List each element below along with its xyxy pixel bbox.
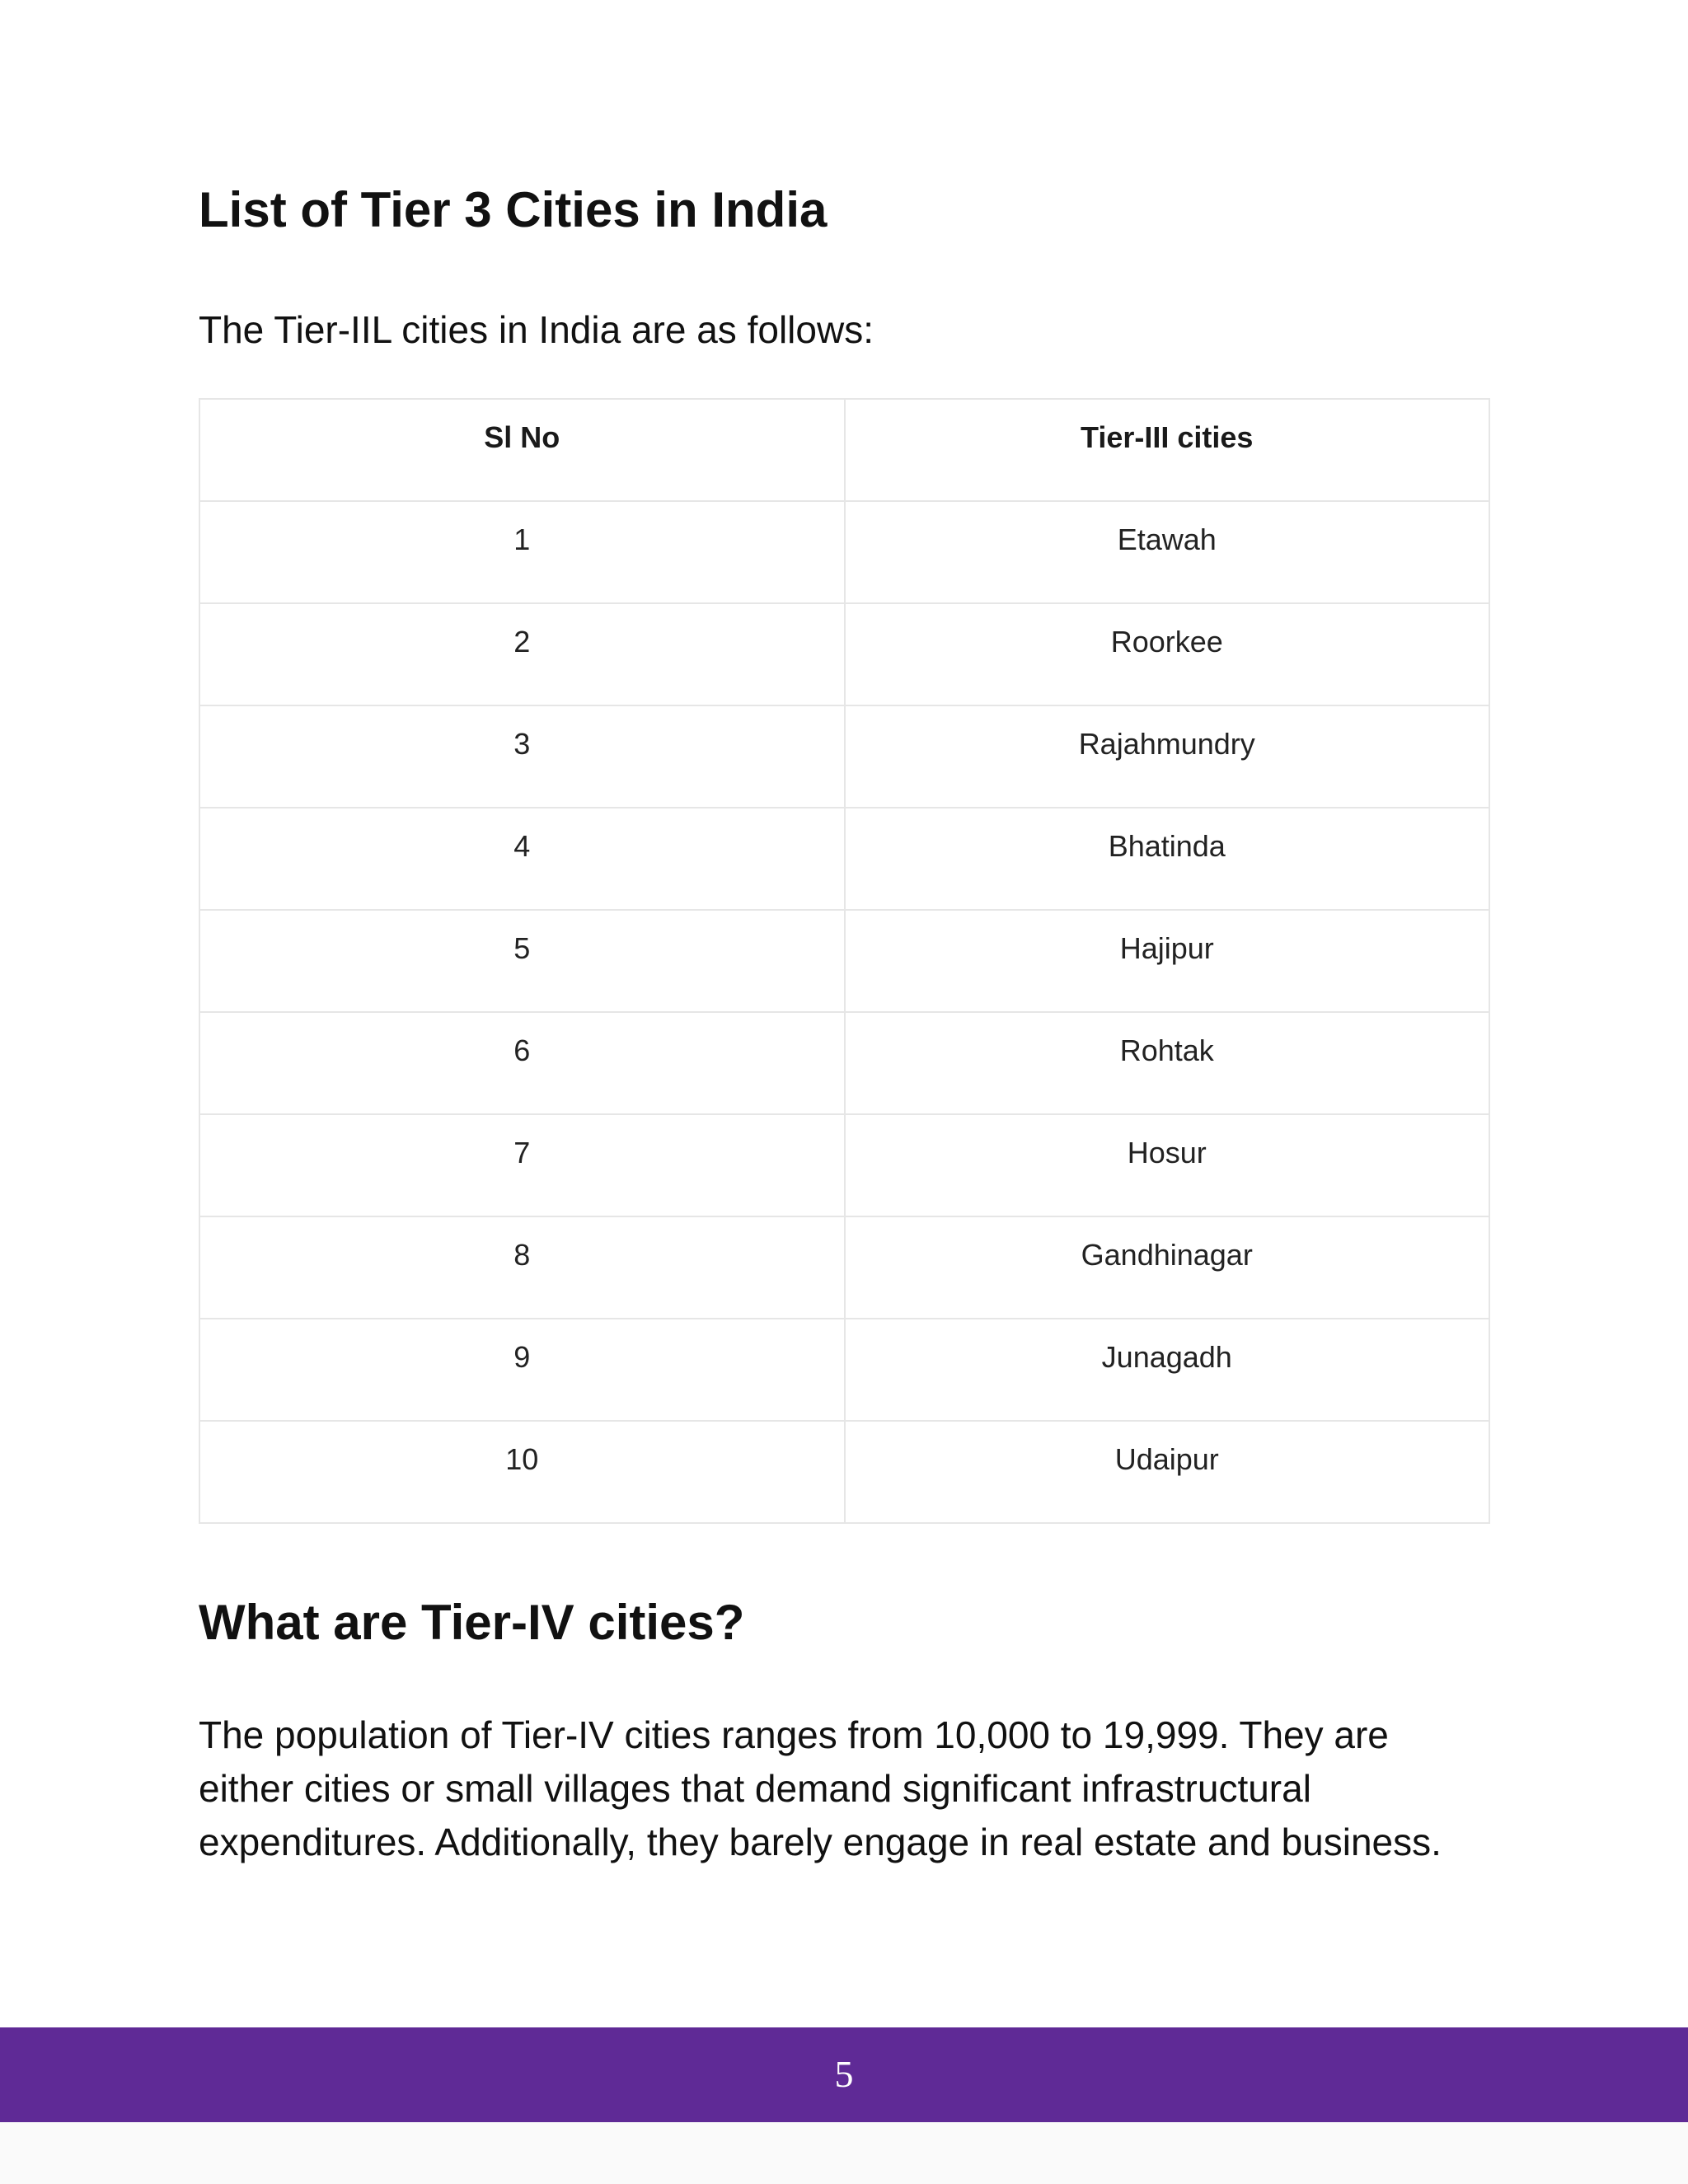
cell-city: Junagadh xyxy=(845,1319,1490,1421)
section-title-tier4: What are Tier-IV cities? xyxy=(199,1595,745,1650)
cell-city: Gandhinagar xyxy=(845,1216,1490,1319)
table-row xyxy=(199,910,1489,1012)
column-header-city: Tier-III cities xyxy=(845,399,1490,501)
cell-sl-no: 8 xyxy=(199,1216,845,1319)
cell-city: Rohtak xyxy=(845,1012,1490,1114)
cell-sl-no: 10 xyxy=(199,1421,845,1523)
table-row xyxy=(199,501,1489,603)
cell-sl-no: 5 xyxy=(199,910,845,1012)
cell-city: Hajipur xyxy=(845,910,1490,1012)
table-row xyxy=(199,603,1489,705)
cell-sl-no: 9 xyxy=(199,1319,845,1421)
cell-sl-no: 3 xyxy=(199,705,845,808)
table-row xyxy=(199,1114,1489,1216)
table-row xyxy=(199,1216,1489,1319)
tier4-description: The population of Tier-IV cities ranges from 10,000 to 19,999. They are either cities or small villages that demand significant infrastructural expenditures. Additionally, they barely engage in real estate and business. xyxy=(199,1713,1442,1863)
table-row xyxy=(199,1319,1489,1421)
table-row xyxy=(199,705,1489,808)
intro-text: The Tier-IIL cities in India are as follows: xyxy=(199,308,874,351)
cell-city: Hosur xyxy=(845,1114,1490,1216)
cell-city: Rajahmundry xyxy=(845,705,1490,808)
section-title-tier3: List of Tier 3 Cities in India xyxy=(199,182,828,237)
page-bottom-margin xyxy=(0,2122,1688,2184)
table-row xyxy=(199,1012,1489,1114)
cell-sl-no: 6 xyxy=(199,1012,845,1114)
cell-sl-no: 7 xyxy=(199,1114,845,1216)
cell-city: Udaipur xyxy=(845,1421,1490,1523)
tier3-cities-table xyxy=(199,398,1490,1524)
page-footer-bar xyxy=(0,2027,1688,2122)
cell-sl-no: 2 xyxy=(199,603,845,705)
page-number: 5 xyxy=(834,2053,854,2095)
cell-city: Roorkee xyxy=(845,603,1490,705)
cell-city: Etawah xyxy=(845,501,1490,603)
table-row xyxy=(199,1421,1489,1523)
cell-city: Bhatinda xyxy=(845,808,1490,910)
cell-sl-no: 1 xyxy=(199,501,845,603)
table-row xyxy=(199,808,1489,910)
table-header-row xyxy=(199,399,1489,501)
cell-sl-no: 4 xyxy=(199,808,845,910)
column-header-sl-no: Sl No xyxy=(199,399,845,501)
